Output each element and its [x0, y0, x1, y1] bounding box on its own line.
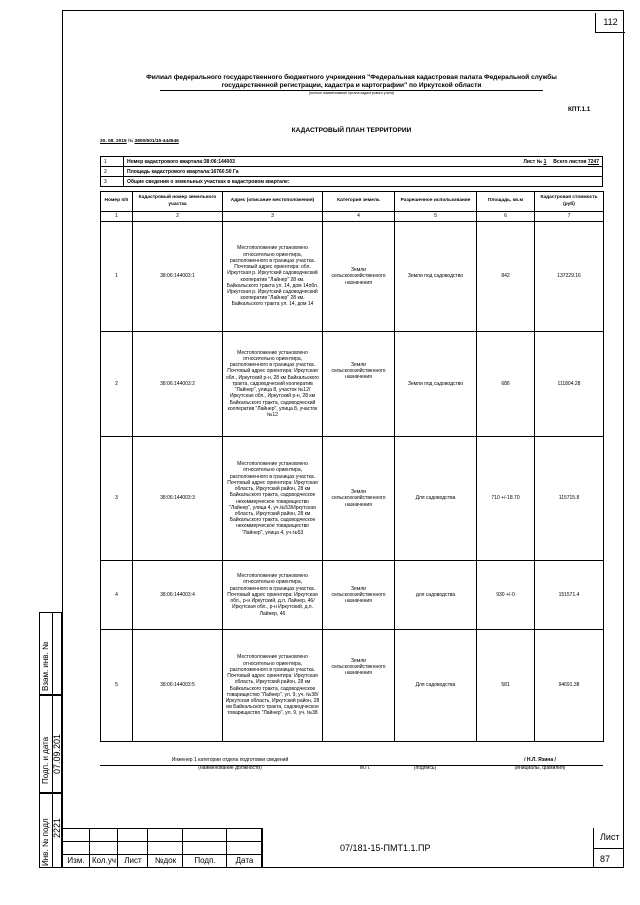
signer-position: Инженер 1 категории отдела подготовки сведений	[171, 757, 289, 763]
land-category: Земли сельскохозяйственного назначения	[323, 437, 395, 561]
header-line1: Филиал федерального государственного бюджетного учреждения "Федеральная кадастровая палата Федеральной службы	[146, 74, 557, 81]
col-header: Кадастровый номер земельного участка	[133, 192, 223, 212]
signer-name: / Н.Л. Язина /	[524, 757, 556, 763]
col-header: Площадь, кв.м	[477, 192, 535, 212]
info-r2	[124, 167, 603, 177]
table-header-row	[101, 192, 604, 212]
row-number: 3	[101, 437, 133, 561]
info-r2-label: Площадь кадастрового квартала:	[127, 168, 211, 175]
info-r1	[124, 157, 603, 167]
info-r3-num: 3	[101, 177, 124, 187]
cadastral-cost: 111804.28	[535, 332, 604, 437]
cadastral-cost: 115715.8	[535, 437, 604, 561]
col-num: 5	[395, 212, 477, 222]
number-prefix: №	[128, 139, 134, 144]
page-number-top: 112	[595, 13, 625, 33]
row-number: 1	[101, 222, 133, 332]
sheet-label-bottom: Лист	[600, 832, 620, 842]
area: 581	[477, 630, 535, 742]
col-header: Категория земель	[323, 192, 395, 212]
sheet-value: 1	[543, 158, 547, 165]
land-category: Земли сельскохозяйственного назначения	[323, 630, 395, 742]
table-row	[101, 332, 604, 437]
cadastral-cost: 151571.4	[535, 561, 604, 630]
permitted-use: Земли под садоводство	[395, 332, 477, 437]
info-r2-num: 2	[101, 167, 124, 177]
cadastral-cost: 137229.16	[535, 222, 604, 332]
date-line	[100, 139, 179, 144]
side-stamp-inv	[39, 793, 62, 868]
permitted-use: Земли под садоводство	[395, 222, 477, 332]
address: Местоположение установлено относительно ориентира, расположенного в границах участка. Почтовый адрес ориентира: Иркутская область, Иркутский район, 28 км Байкальского тракта, садоводческое товарищество "Лайнер", ул. 9, уч. №38/Иркутская область, Иркутский район, 28 км Байкальского тракта, садоводческое товарищество "Лайнер", ул. 9, уч. №38	[223, 630, 323, 742]
info-r2-value: 16760.50 Га	[210, 168, 239, 175]
document-code: 07/181-15-ПМТ1.1.ПР	[340, 843, 431, 853]
area: 710 +/-18.70	[477, 437, 535, 561]
col-header: Разрешенное использование	[395, 192, 477, 212]
document-title: КАДАСТРОВЫЙ ПЛАН ТЕРРИТОРИИ	[291, 127, 412, 134]
total-label: Всего листов	[553, 158, 587, 165]
signer-position-caption: (наименование должности)	[198, 765, 262, 771]
table-row	[101, 630, 604, 742]
row-number: 5	[101, 630, 133, 742]
tb-col-koluch: Кол.уч	[92, 856, 116, 865]
col-num: 1	[101, 212, 133, 222]
area: 686	[477, 332, 535, 437]
inv-label: Инв. № подл	[41, 818, 50, 866]
info-r1-value: 38:06:144003	[203, 158, 235, 165]
tb-col-ndok: №док	[154, 856, 177, 865]
col-header: Кадастровая стоимость (руб)	[535, 192, 604, 212]
address: Местоположение установлено относительно ориентира, расположенного в границах участка. Почтовый адрес ориентира: Иркутская область, Иркутский район, 28 км Байкальского тракта, садоводческое некоммерческое товарищество "Лайнер", улица 4, уч.№53/Иркутская область, Иркутский район, 28 км Байкальского тракта, садоводческое некоммерческое товарищество "Лайнер", улица 4, уч.№53	[223, 437, 323, 561]
signer-name-caption: (инициалы, фамилия)	[514, 765, 566, 771]
info-r1-num: 1	[101, 157, 124, 167]
cadastral-number: 38:06:144003:1	[133, 222, 223, 332]
cadastral-number: 38:06:144003:3	[133, 437, 223, 561]
sheet-number-bottom: 87	[600, 854, 611, 864]
podp-label: Подп. и дата	[41, 736, 50, 784]
tb-col-izm: Изм.	[67, 856, 85, 865]
col-num: 2	[133, 212, 223, 222]
cadastral-cost: 94691.38	[535, 630, 604, 742]
col-num: 7	[535, 212, 604, 222]
cadastral-number: 38:06:144003:4	[133, 561, 223, 630]
address: Местоположение установлено относительно ориентира, расположенного в границах участка. Почтовый адрес ориентира: Иркутская обл., Иркутский р-н, 28 км Байкальского тракта, садоводческий кооператив "Лайнер", улица 8, участок №12/Иркутская обл., Иркутский р-н, 28 км Байкальского тракта, садоводческий кооператив "Лайнер", улица 8, участок №12	[223, 332, 323, 437]
sheet-label: Лист №	[523, 158, 543, 165]
tb-col-list: Лист	[124, 856, 142, 865]
signature-caption: (подпись)	[413, 765, 437, 771]
col-header: Номер п/п	[101, 192, 133, 212]
tb-col-podp: Подп.	[194, 856, 216, 865]
document-header	[100, 74, 603, 96]
cadastral-number: 38:06:144003:5	[133, 630, 223, 742]
address: Местоположение установлено относительно ориентира, расположенного в границах участка. Почтовый адрес ориентира: обл. Иркутская р. Иркутский садоводческий кооператив "Лайнер" 28 км. Байкальского тракта ул. 14, дом 14обл. Иркутская р. Иркутский садоводческий кооператив "Лайнер" 28 км. Байкальского тракта ул. 14, дом 14	[223, 222, 323, 332]
info-r3-label: Общие сведения о земельных участках в кадастровом квартале:	[124, 177, 603, 187]
cadastral-number: 38:06:144003:2	[133, 332, 223, 437]
land-category: Земли сельскохозяйственного назначения	[323, 332, 395, 437]
permitted-use: для садоводства	[395, 561, 477, 630]
podp-value: 07.09.201	[52, 733, 62, 774]
row-number: 4	[101, 561, 133, 630]
column-number-row	[101, 212, 604, 222]
table-row	[101, 561, 604, 630]
info-table	[100, 156, 603, 187]
stamp-mp: М.П.	[359, 765, 371, 771]
address: Местоположение установлено относительно ориентира, расположенного в границах участка. Почтовый адрес ориентира: Иркутская обл., р-н Иркутский, д.п. Лайнер, 46/Иркутская обл., р-н Иркутский, д.п. Лайнер, 46	[223, 561, 323, 630]
doc-date: 20. 08. 2015	[100, 139, 127, 144]
col-num: 3	[223, 212, 323, 222]
tb-col-data: Дата	[235, 856, 254, 865]
table-row	[101, 222, 604, 332]
inv-value: 2221	[52, 817, 62, 838]
row-number: 2	[101, 332, 133, 437]
form-code: КПТ.1.1	[568, 106, 591, 113]
vzam-label: Взам. инв. №	[41, 641, 50, 691]
parcels-table	[100, 191, 604, 742]
area: 930 +/-0	[477, 561, 535, 630]
header-sub: (полное наименование органа кадастрового учета)	[308, 91, 395, 95]
permitted-use: Для садоводства	[395, 437, 477, 561]
col-num: 6	[477, 212, 535, 222]
info-r1-label: Номер кадастрового квартала:	[127, 158, 204, 165]
land-category: Земли сельскохозяйственного назначения	[323, 222, 395, 332]
permitted-use: Для садоводства	[395, 630, 477, 742]
col-header: Адрес (описание местоположения)	[223, 192, 323, 212]
total-value: 7247	[587, 158, 599, 165]
header-line2: государственной регистрации, кадастра и картографии" по Иркутской области	[160, 82, 543, 91]
side-stamp-vzam	[39, 612, 62, 695]
area: 842	[477, 222, 535, 332]
doc-number: 3800/601/15-444546	[134, 139, 179, 144]
land-category: Земли сельскохозяйственного назначения	[323, 561, 395, 630]
table-row	[101, 437, 604, 561]
col-num: 4	[323, 212, 395, 222]
side-stamp-podp	[39, 695, 62, 793]
